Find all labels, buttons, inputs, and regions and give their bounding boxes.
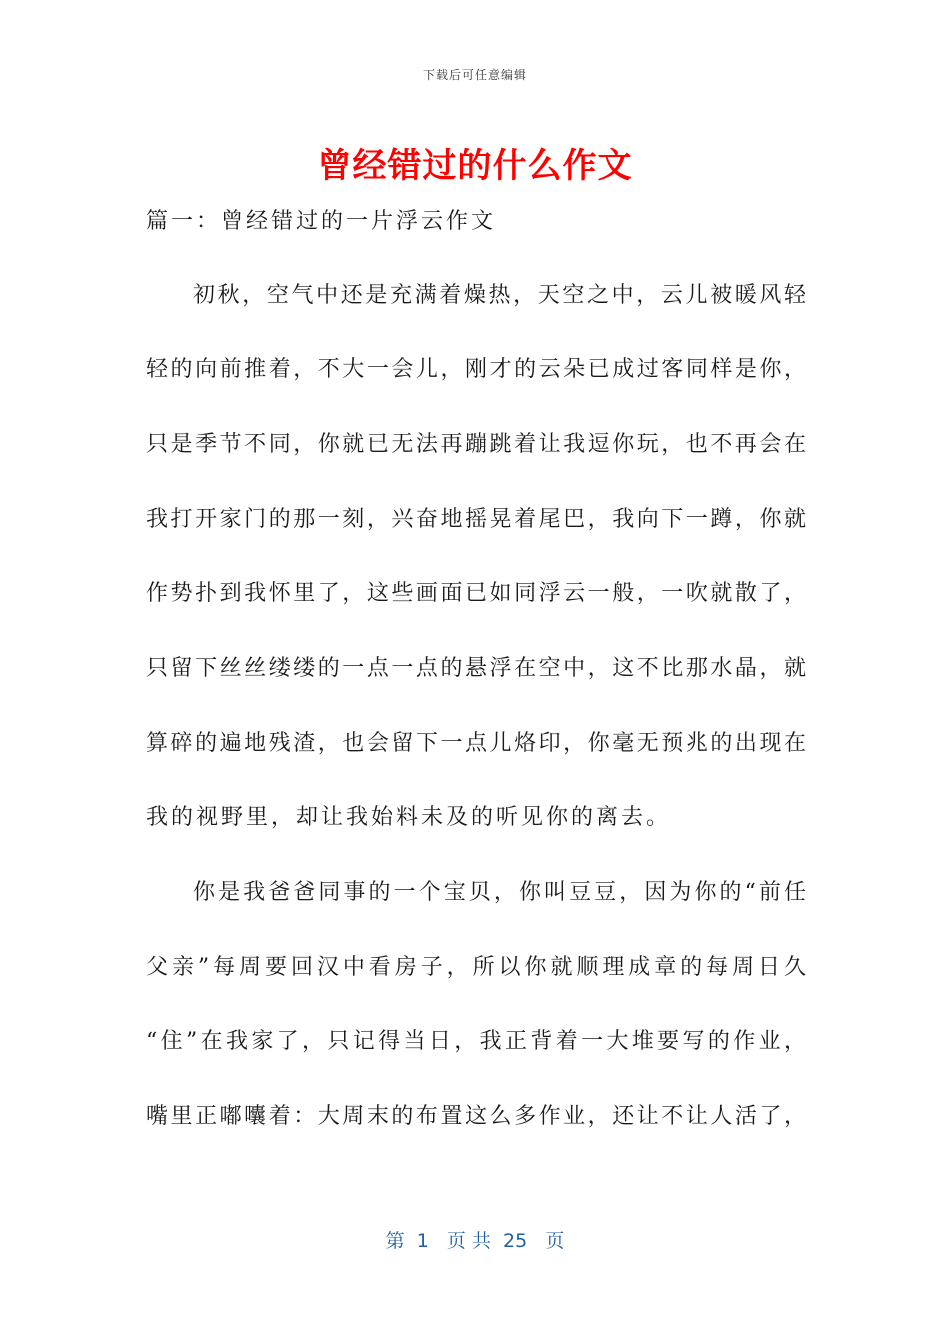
paragraph-1-line-1: 初秋，空气中还是充满着燥热，天空之中，云儿被暖风轻 bbox=[193, 283, 806, 308]
page-number-footer: 第 1 页 共 25 页 bbox=[385, 1230, 565, 1252]
paragraph-1-line-6: 只留下丝丝缕缕的一点一点的悬浮在空中，这不比那水晶，就 bbox=[146, 656, 806, 681]
paragraph-2-line-2: 父亲”每周要回汉中看房子，所以你就顺理成章的每周日久 bbox=[146, 955, 806, 980]
section-heading: 篇一：曾经错过的一片浮云作文 bbox=[146, 209, 497, 234]
paragraph-1-line-2: 轻的向前推着，不大一会儿，刚才的云朵已成过客同样是你， bbox=[146, 357, 806, 382]
paragraph-2-line-4: 嘴里正嘟囔着：大周末的布置这么多作业，还让不让人活了， bbox=[146, 1104, 806, 1129]
paragraph-1-line-3: 只是季节不同，你就已无法再蹦跳着让我逗你玩，也不再会在 bbox=[146, 432, 806, 457]
paragraph-1-line-4: 我打开家门的那一刻，兴奋地摇晃着尾巴，我向下一蹲，你就 bbox=[146, 507, 806, 532]
paragraph-1-line-7: 算碎的遍地残渣，也会留下一点儿烙印，你毫无预兆的出现在 bbox=[146, 731, 806, 756]
header-note: 下载后可任意编辑 bbox=[422, 68, 527, 82]
paragraph-2-line-3: “住”在我家了，只记得当日，我正背着一大堆要写的作业， bbox=[146, 1029, 806, 1054]
paragraph-1-line-8: 我的视野里，却让我始料未及的听见你的离去。 bbox=[146, 805, 672, 830]
paragraph-1-line-5: 作势扑到我怀里了，这些画面已如同浮云一般，一吹就散了， bbox=[146, 581, 806, 606]
document-title: 曾经错过的什么作文 bbox=[317, 146, 633, 186]
paragraph-2-line-1: 你是我爸爸同事的一个宝贝，你叫豆豆，因为你的“前任 bbox=[193, 880, 806, 905]
